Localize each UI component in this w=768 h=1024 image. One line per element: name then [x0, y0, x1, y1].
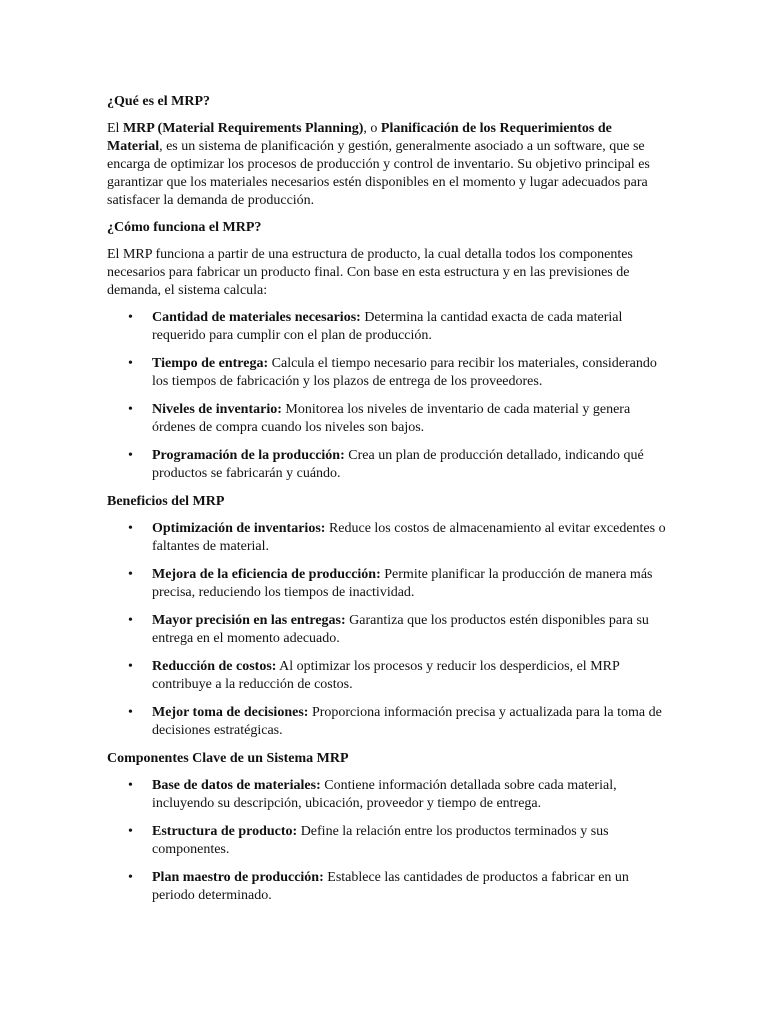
list-item: • Cantidad de materiales necesarios: Determina la cantidad exacta de cada material requerido para cumplir con el plan de producción. [128, 310, 623, 343]
list-item: • Estructura de producto: Define la relación entre los productos terminados y sus componentes. [128, 824, 609, 857]
bullet-icon: • [128, 521, 133, 536]
term-mrp: MRP (Material Requirements Planning) [122, 121, 364, 136]
section-heading-componentes: Componentes Clave de un Sistema MRP [107, 751, 349, 766]
list-item: • Tiempo de entrega: Calcula el tiempo necesario para recibir los materiales, considerando los tiempos de fabricación y los plazos de entrega de los proveedores. [128, 356, 657, 389]
list-item: • Plan maestro de producción: Establece las cantidades de productos a fabricar en un periodo determinado. [128, 870, 629, 903]
document-page [107, 93, 667, 915]
calcula-list [107, 309, 667, 483]
bullet-icon: • [128, 824, 133, 839]
componentes-list [107, 777, 667, 905]
beneficios-list [107, 520, 667, 740]
bullet-icon: • [128, 356, 133, 371]
bullet-icon: • [128, 613, 133, 628]
bullet-icon: • [128, 310, 133, 325]
list-item: • Base de datos de materiales: Contiene información detallada sobre cada material, incluyendo su descripción, ubicación, proveedor y tiempo de entrega. [128, 778, 617, 811]
section-heading-que-es: ¿Qué es el MRP? [107, 94, 211, 109]
como-funciona-paragraph: El MRP funciona a partir de una estructura de producto, la cual detalla todos los componentes necesarios para fabricar un producto final. Con base en esta estructura y en las previsiones de demanda, el sistema calcula: [107, 247, 633, 298]
list-item: • Mejora de la eficiencia de producción: Permite planificar la producción de manera más precisa, reduciendo los tiempos de inactividad. [128, 567, 653, 600]
bullet-icon: • [128, 778, 133, 793]
term-planificacion: Planificación de los Requerimientos de Material [107, 121, 612, 154]
list-item: • Reducción de costos: Al optimizar los procesos y reducir los desperdicios, el MRP contribuye a la reducción de costos. [128, 659, 620, 692]
bullet-icon: • [128, 870, 133, 885]
list-item: • Programación de la producción: Crea un plan de producción detallado, indicando qué productos se fabricarán y cuándo. [128, 448, 644, 481]
section-heading-beneficios: Beneficios del MRP [107, 494, 225, 509]
bullet-icon: • [128, 402, 133, 417]
section-heading-como-funciona: ¿Cómo funciona el MRP? [107, 220, 262, 235]
bullet-icon: • [128, 448, 133, 463]
list-item: • Optimización de inventarios: Reduce los costos de almacenamiento al evitar excedentes o faltantes de material. [128, 521, 666, 554]
bullet-icon: • [128, 567, 133, 582]
bullet-icon: • [128, 705, 133, 720]
intro-paragraph: El MRP (Material Requirements Planning), o Planificación de los Requerimientos de Material, es un sistema de planificación y gestión, generalmente asociado a un software, que se encarga de optimizar los procesos de producción y control de inventario. Su objetivo principal es garantizar que los materiales necesarios estén disponibles en el momento y lugar adecuados para satisfacer la demanda de producción. [107, 121, 650, 208]
bullet-icon: • [128, 659, 133, 674]
list-item: • Mejor toma de decisiones: Proporciona información precisa y actualizada para la toma de decisiones estratégicas. [128, 705, 662, 738]
list-item: • Niveles de inventario: Monitorea los niveles de inventario de cada material y genera órdenes de compra cuando los niveles son bajos. [128, 402, 631, 435]
list-item: • Mayor precisión en las entregas: Garantiza que los productos estén disponibles para su entrega en el momento adecuado. [128, 613, 649, 646]
